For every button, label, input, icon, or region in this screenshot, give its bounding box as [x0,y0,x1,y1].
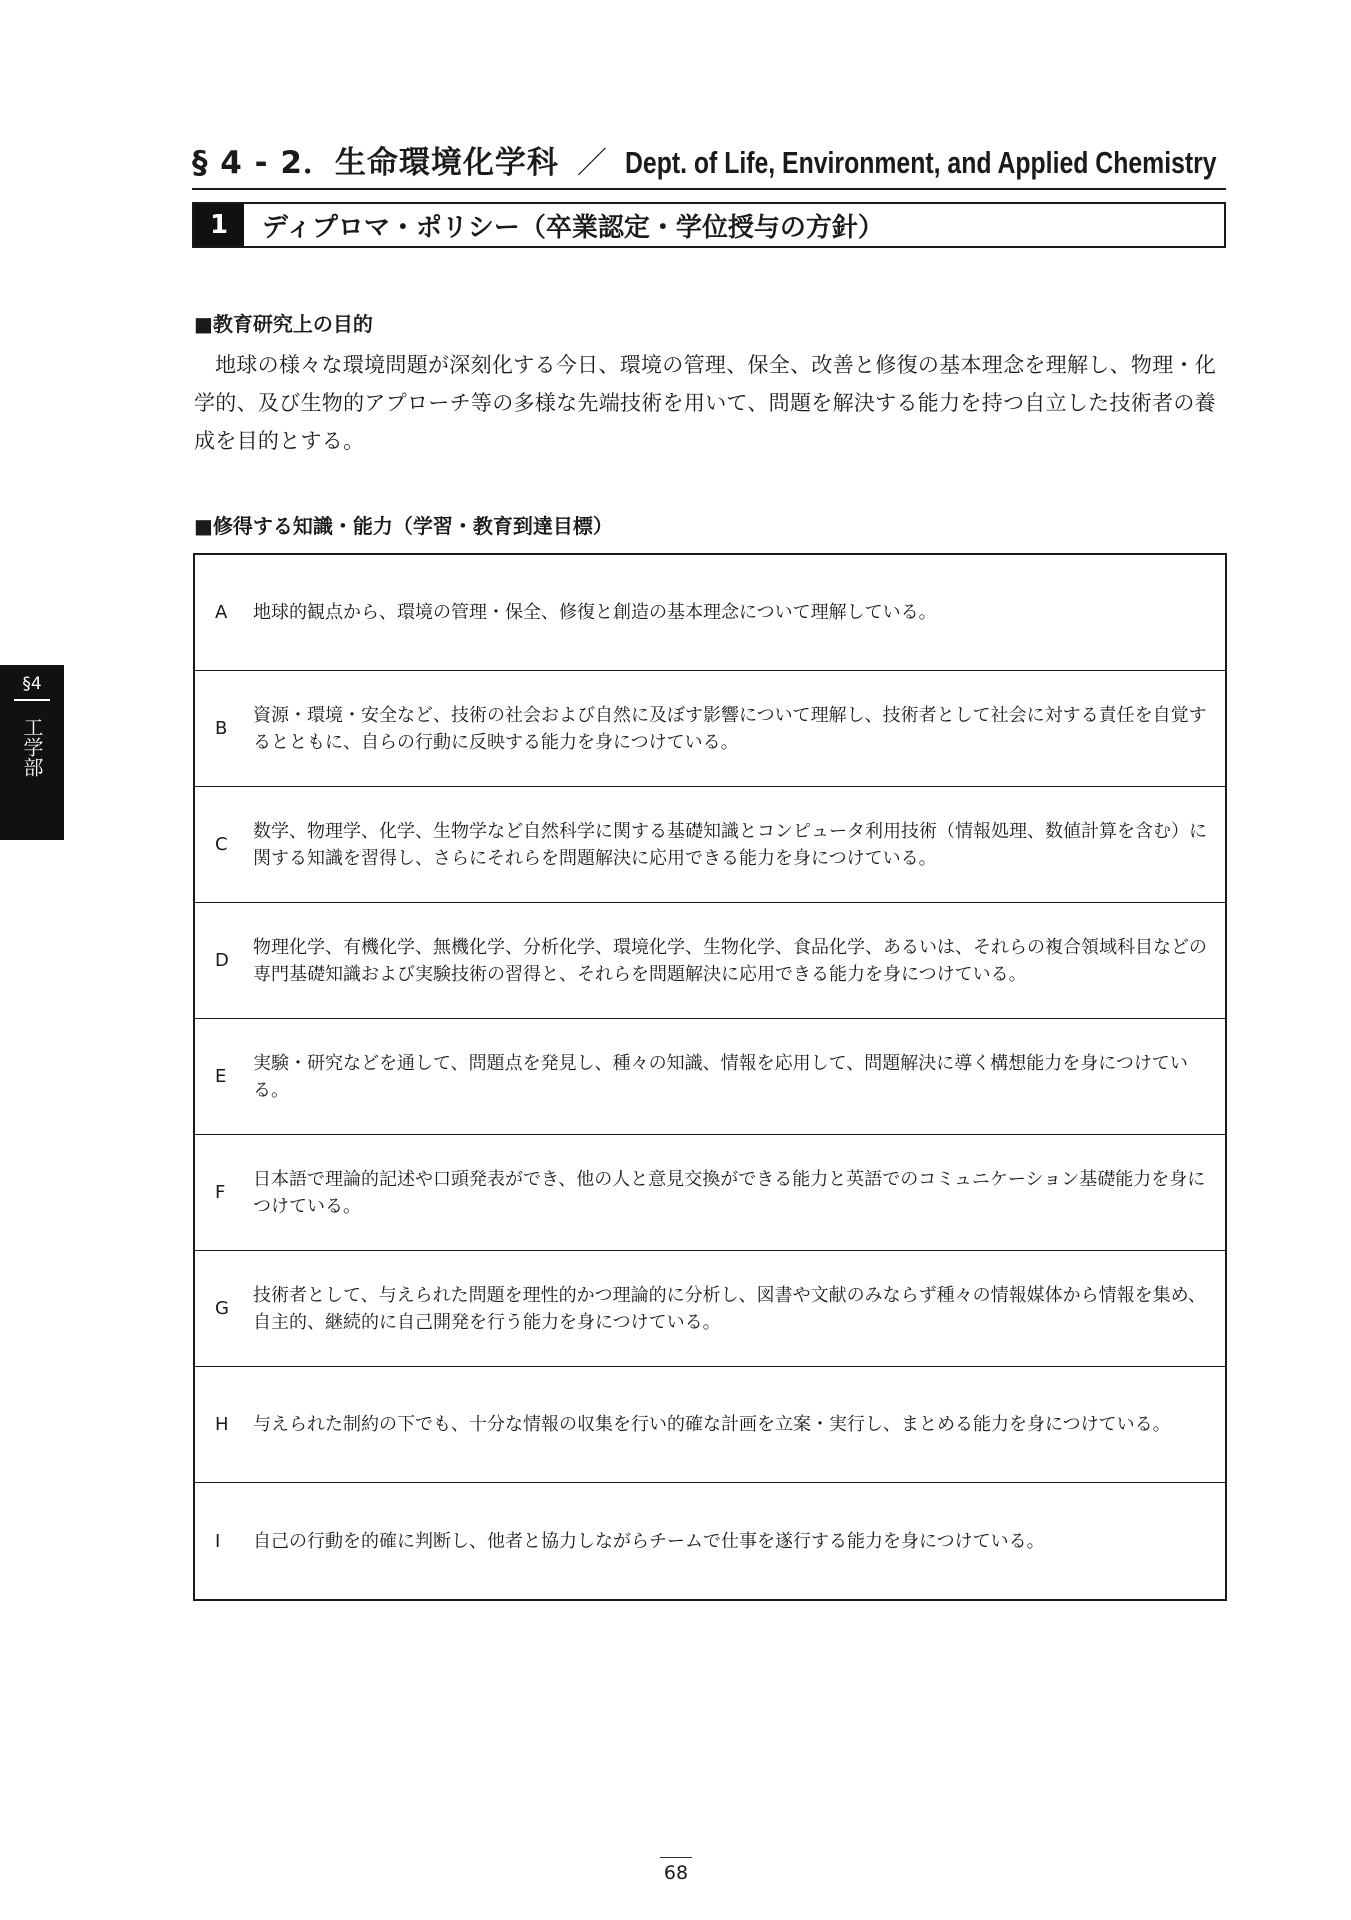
goal-row-i [195,1483,1225,1599]
goal-text: 地球的観点から、環境の管理・保全、修復と創造の基本理念について理解している。 [253,602,937,623]
goal-letter: F [215,1182,226,1203]
section-title-jp: § 4 ‑ 2．生命環境化学科 [192,145,559,181]
goal-text: 実験・研究などを通して、問題点を発見し、種々の知識、情報を応用して、問題解決に導く構想能力を身につけている。 [253,1052,1188,1101]
title-separator: ／ [576,146,607,181]
goal-letter: A [215,602,228,623]
goal-letter: E [215,1066,227,1087]
goal-letter: H [215,1414,229,1435]
page-number: 68 [663,1862,689,1884]
goal-row-h [195,1367,1225,1483]
section-title-en: Dept. of Life, Environment, and Applied Chemistry [624,145,1217,180]
goal-text: 数学、物理学、化学、生物学など自然科学に関する基礎知識とコンピュータ利用技術（情報処理、数値計算を含む）に関する知識を習得し、さらにそれらを問題解決に応用できる能力を身につけている。 [253,820,1207,869]
section-title [192,138,1226,190]
subsection-header [192,202,1226,248]
education-purpose-text: 地球の様々な環境問題が深刻化する今日、環境の管理、保全、改善と修復の基本理念を理解し、物理・化学的、及び生物的アプローチ等の多様な先端技術を用いて、問題を解決する能力を持つ自立した技術者の養成を目的とする。 [194,353,1217,453]
goal-text: 物理化学、有機化学、無機化学、分析化学、環境化学、生物化学、食品化学、あるいは、それらの複合領域科目などの専門基礎知識および実験技術の習得と、それらを問題解決に応用できる能力を身につけている。 [253,936,1207,985]
goal-row-d [195,903,1225,1019]
goal-letter: C [215,834,228,855]
goal-row-a [195,555,1225,671]
goal-letter: I [215,1530,221,1552]
goal-row-f [195,1135,1225,1251]
side-tab [0,665,64,840]
goal-letter: G [215,1298,229,1319]
goal-row-e [195,1019,1225,1135]
subsection-title: ディプロマ・ポリシー（卒業認定・学位授与の方針） [262,212,884,243]
goal-letter: B [215,718,228,739]
goal-text: 日本語で理論的記述や口頭発表ができ、他の人と意見交換ができる能力と英語でのコミュニケーション基礎能力を身につけている。 [253,1168,1206,1217]
side-tab-faculty: 工学部 [20,717,44,777]
goal-row-c [195,787,1225,903]
subsection-number: 1 [194,204,244,246]
goal-text: 与えられた制約の下でも、十分な情報の収集を行い的確な計画を立案・実行し、まとめる能力を身につけている。 [253,1414,1171,1435]
goal-letter: D [215,950,229,971]
goal-text: 技術者として、与えられた問題を理性的かつ理論的に分析し、図書や文献のみならず種々の情報媒体から情報を集め、自主的、継続的に自己開発を行う能力を身につけている。 [253,1284,1206,1333]
learning-goals-heading: ■修得する知識・能力（学習・教育到達目標） [194,514,613,538]
goal-text: 資源・環境・安全など、技術の社会および自然に及ぼす影響について理解し、技術者として社会に対する責任を自覚するとともに、自らの行動に反映する能力を身につけている。 [253,704,1207,753]
goal-text: 自己の行動を的確に判断し、他者と協力しながらチームで仕事を遂行する能力を身につけている。 [253,1530,1045,1552]
learning-goals-table [193,553,1227,1601]
page-number-rule [660,1857,692,1858]
goal-row-g [195,1251,1225,1367]
goal-row-b [195,671,1225,787]
education-purpose-heading: ■教育研究上の目的 [194,312,373,336]
side-tab-section: §4 [14,673,50,701]
